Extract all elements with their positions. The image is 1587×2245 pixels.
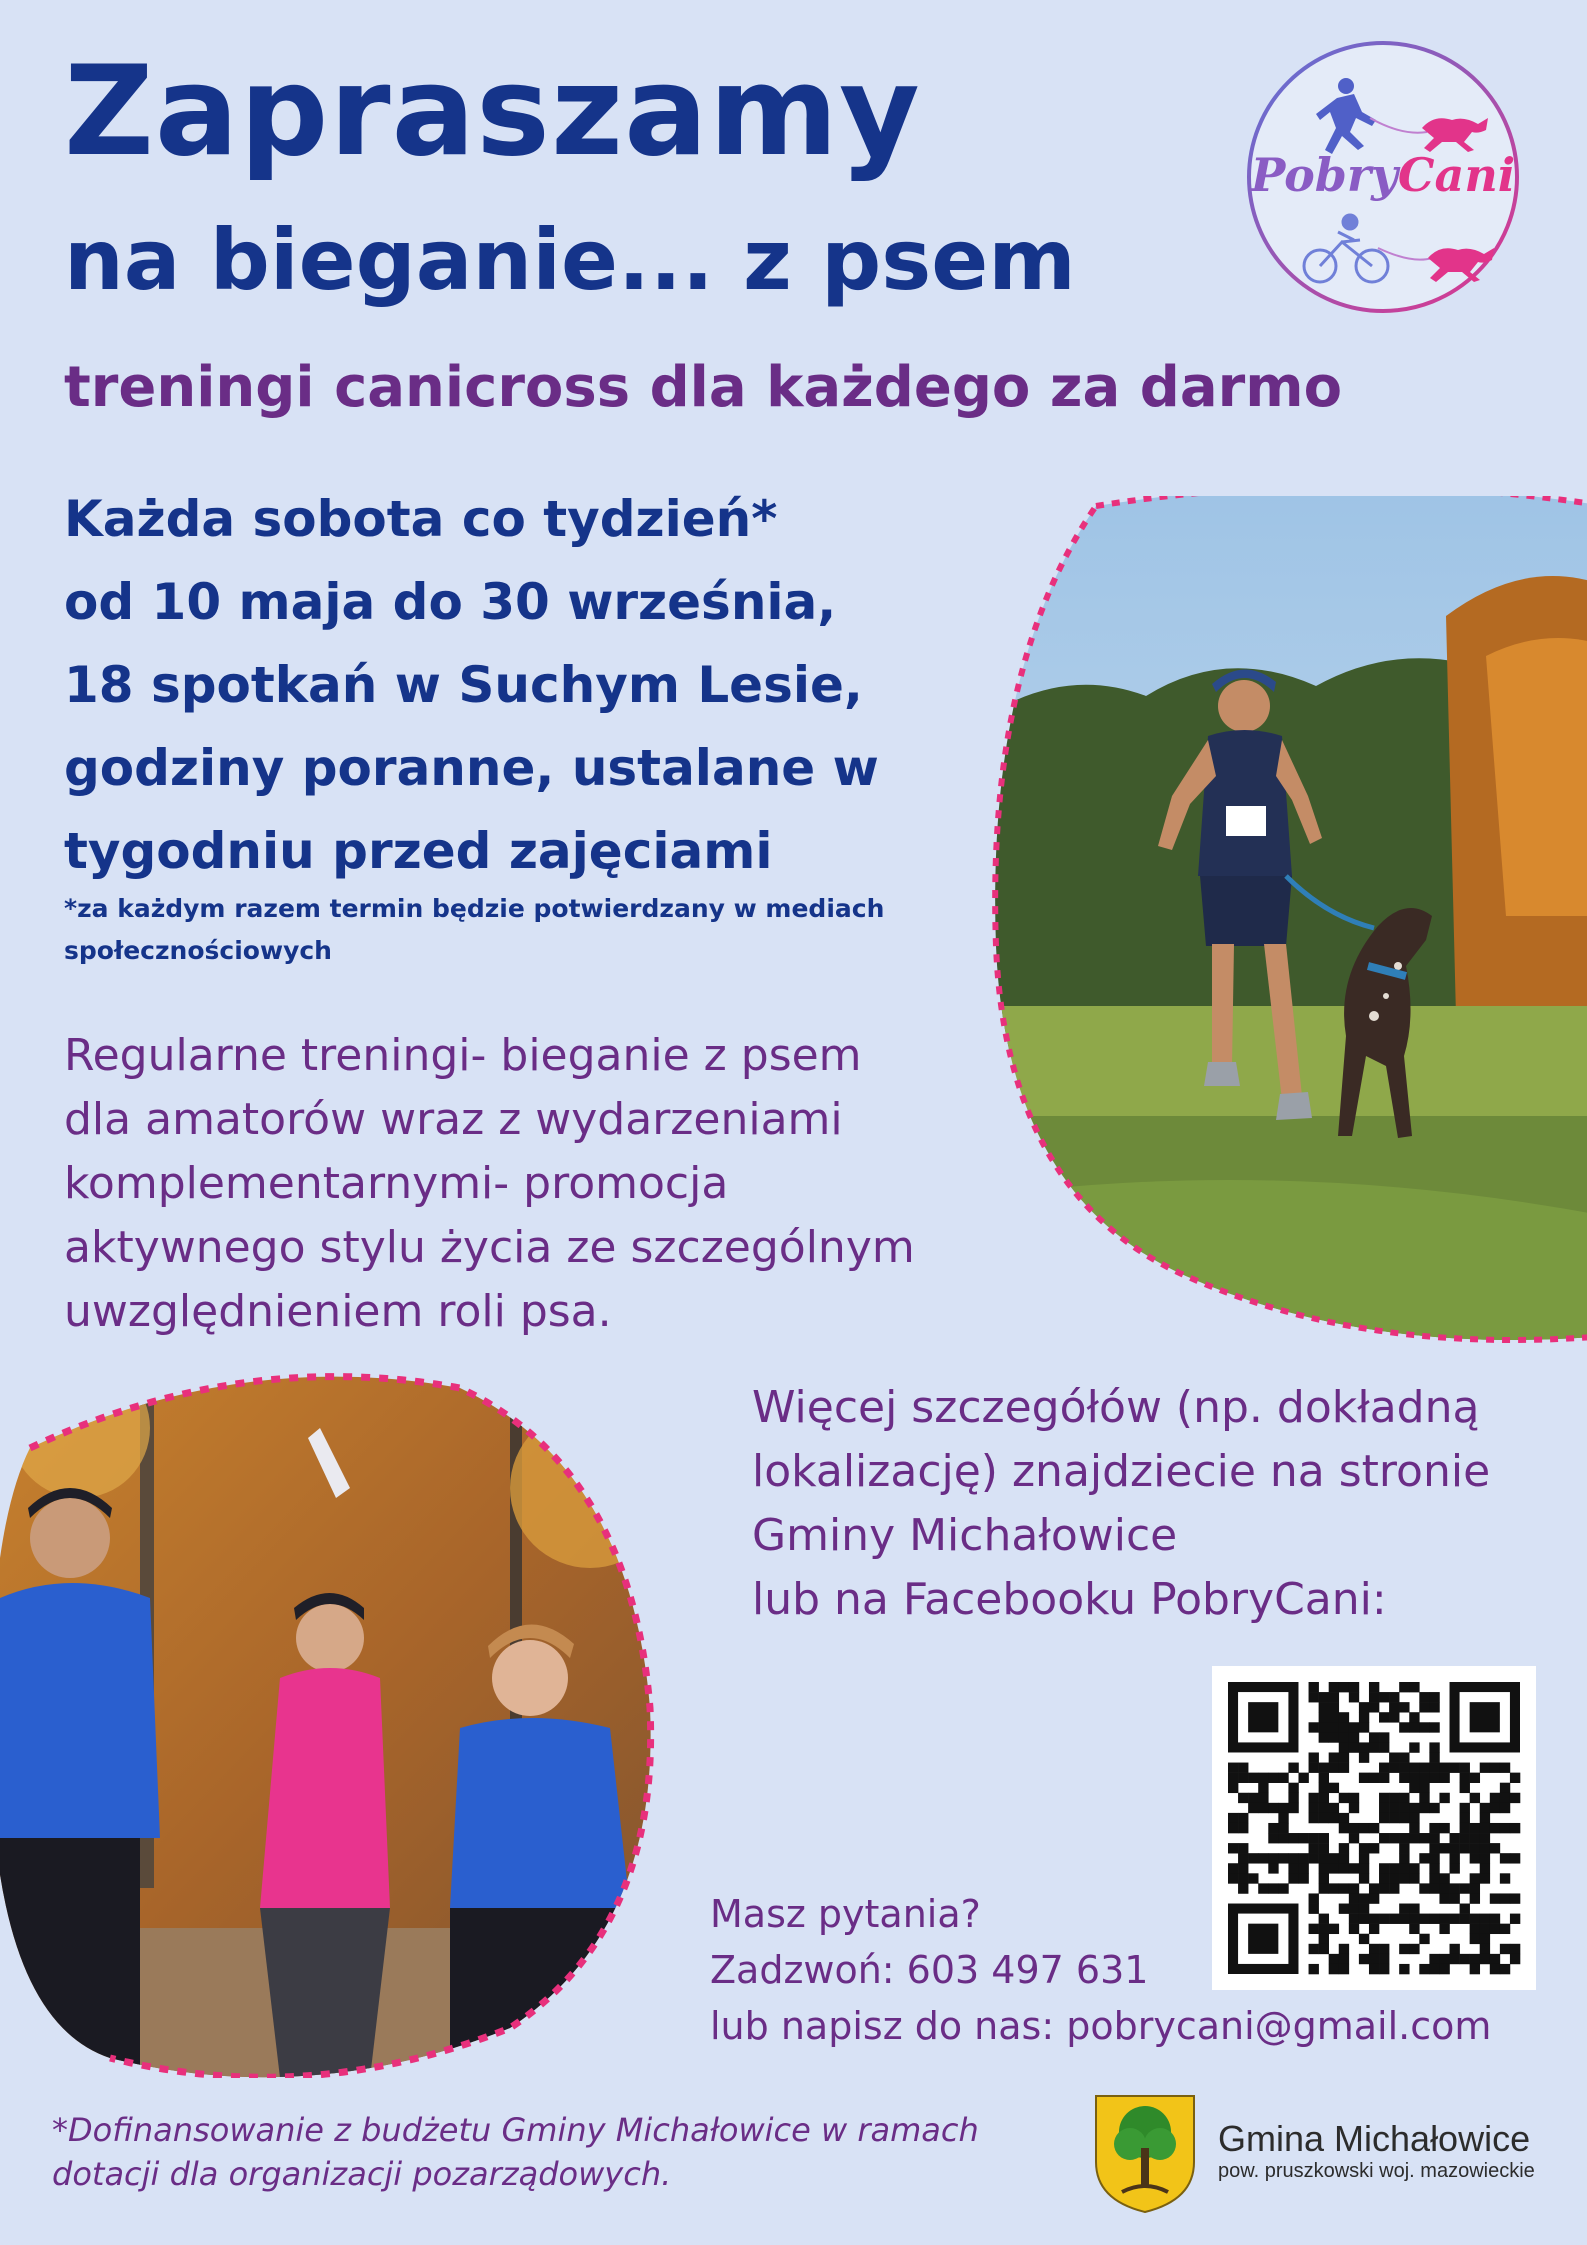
gmina-crest-icon: [1092, 2092, 1198, 2214]
gmina-subtitle: pow. pruszkowski woj. mazowieckie: [1218, 2160, 1535, 2182]
main-title-line2: na bieganie... z psem: [64, 211, 1076, 309]
description-block: [64, 1024, 964, 1344]
schedule-footnote: *za każdym razem termin będzie potwierdzany w mediach społecznościowych: [64, 894, 885, 965]
gmina-name: Gmina Michałowice: [1218, 2118, 1531, 2159]
disclaimer-line: *Dofinansowanie z budżetu Gminy Michałowice w ramach: [52, 2111, 979, 2149]
more-info-block: [752, 1376, 1572, 1632]
schedule-line: Każda sobota co tydzień*: [64, 490, 778, 548]
logo-part1: Pobry: [1250, 148, 1398, 202]
more-info-line: lokalizację) znajdziecie na stronie: [752, 1446, 1491, 1497]
logo-part2: Cani: [1397, 148, 1516, 202]
description-line: Regularne treningi- bieganie z psem: [64, 1030, 862, 1081]
schedule-block: [64, 478, 964, 893]
schedule-line: 18 spotkań w Suchym Lesie,: [64, 656, 863, 714]
schedule-line: tygodniu przed zajęciami: [64, 822, 773, 880]
runner-with-dog-photo: [986, 496, 1587, 1346]
more-info-line: Gminy Michałowice: [752, 1510, 1178, 1561]
contact-email[interactable]: lub napisz do nas: pobrycani@gmail.com: [710, 2004, 1492, 2048]
logo-wordmark: [1242, 148, 1524, 202]
description-line: dla amatorów wraz z wydarzeniami: [64, 1094, 843, 1145]
schedule-line: godziny poranne, ustalane w: [64, 739, 879, 797]
description-line: aktywnego stylu życia ze szczególnym: [64, 1222, 915, 1273]
funding-disclaimer: [52, 2108, 1052, 2196]
description-line: komplementarnymi- promocja: [64, 1158, 729, 1209]
description-line: uwzględnieniem roli psa.: [64, 1286, 612, 1337]
main-title: Zapraszamy: [64, 40, 921, 184]
group-photo: [0, 1368, 670, 2078]
contact-phone[interactable]: Zadzwoń: 603 497 631: [710, 1948, 1149, 1992]
contact-question: Masz pytania?: [710, 1892, 981, 1936]
schedule-line: od 10 maja do 30 września,: [64, 573, 837, 631]
more-info-line: Więcej szczegółów (np. dokładną: [752, 1382, 1480, 1433]
contact-block: [710, 1886, 1570, 2054]
disclaimer-line: dotacji dla organizacji pozarządowych.: [52, 2155, 672, 2193]
subtitle: treningi canicross dla każdego za darmo: [64, 355, 1343, 420]
more-info-line: lub na Facebooku PobryCani:: [752, 1574, 1387, 1625]
